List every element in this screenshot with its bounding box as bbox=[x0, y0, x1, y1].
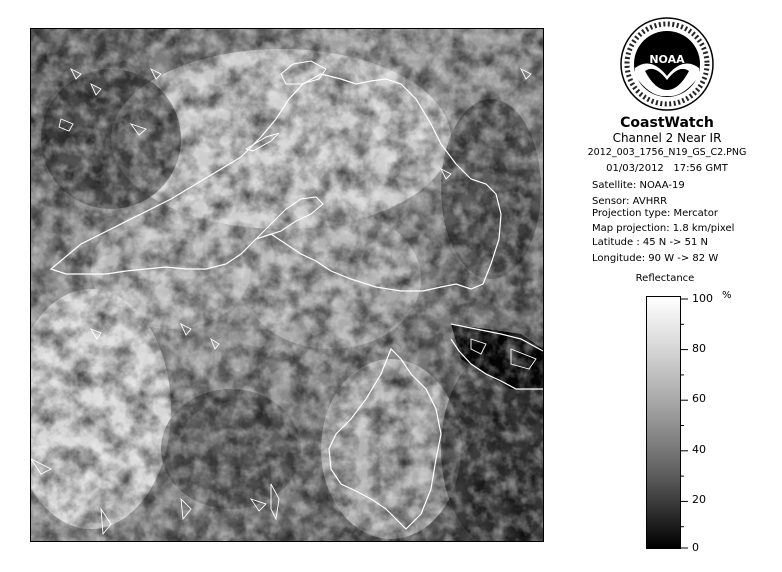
filename-label: 2012_003_1756_N19_GS_C2.PNG bbox=[587, 147, 747, 158]
colorbar-tick-label: 80 bbox=[692, 342, 706, 355]
colorbar-unit: % bbox=[722, 290, 732, 301]
texture-fine bbox=[31, 29, 543, 541]
projection-type-label: Projection type: Mercator bbox=[592, 208, 718, 219]
time-label: 17:56 GMT bbox=[673, 163, 728, 174]
channel-subtitle: Channel 2 Near IR bbox=[612, 131, 722, 145]
longitude-label: Longitude: 90 W -> 82 W bbox=[592, 253, 719, 264]
colorbar bbox=[646, 296, 681, 549]
datetime-row bbox=[562, 163, 772, 175]
satellite-image bbox=[30, 28, 544, 542]
sensor-label: Sensor: AVHRR bbox=[592, 196, 668, 207]
colorbar-ticks bbox=[680, 299, 688, 548]
satellite-label: Satellite: NOAA-19 bbox=[592, 180, 685, 191]
noaa-logo-icon bbox=[619, 16, 715, 112]
colorbar-tick-label: 40 bbox=[692, 443, 706, 456]
latitude-label: Latitude : 45 N -> 51 N bbox=[592, 237, 708, 248]
map-projection-label: Map projection: 1.8 km/pixel bbox=[592, 223, 735, 234]
colorbar-axis bbox=[680, 296, 740, 556]
colorbar-tick-label: 100 bbox=[692, 292, 713, 305]
noaa-logo-text: NOAA bbox=[649, 53, 685, 66]
noaa-logo bbox=[619, 16, 715, 112]
satellite-image-canvas bbox=[31, 29, 543, 541]
colorbar-tick-label: 20 bbox=[692, 493, 706, 506]
colorbar-tick-label: 0 bbox=[692, 541, 699, 554]
colorbar-tick-label: 60 bbox=[692, 392, 706, 405]
date-label: 01/03/2012 bbox=[606, 163, 664, 174]
page-title: CoastWatch bbox=[620, 115, 714, 131]
colorbar-title: Reflectance bbox=[635, 273, 695, 284]
